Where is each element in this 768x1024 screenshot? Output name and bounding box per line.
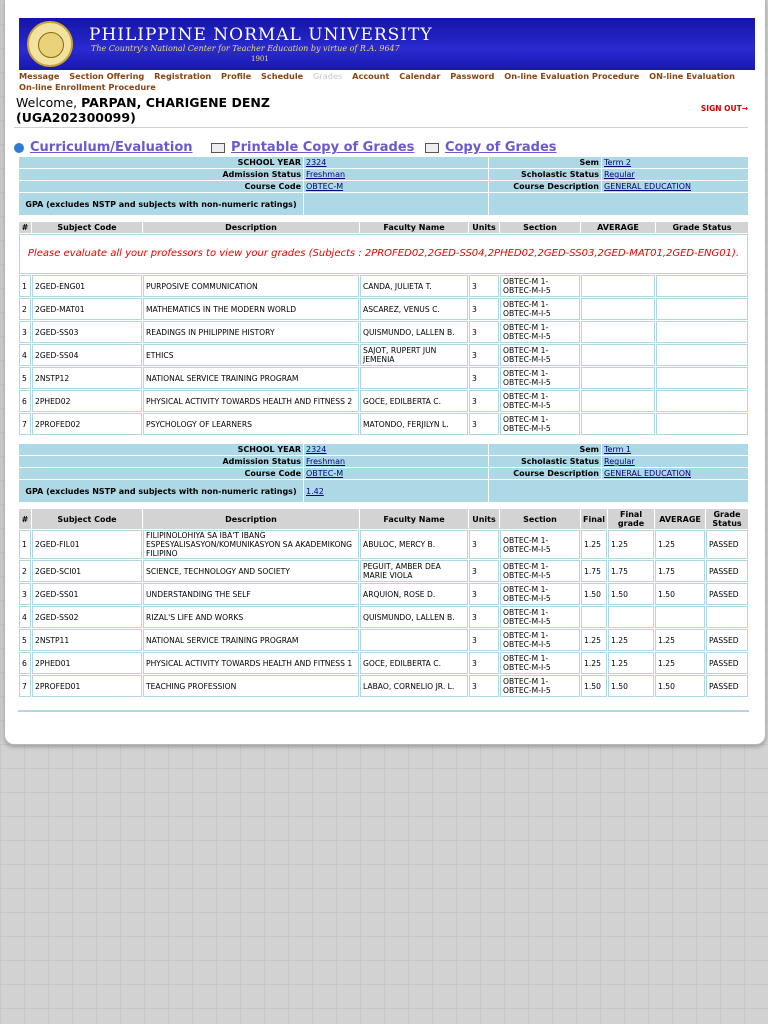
col-average: AVERAGE: [581, 222, 655, 233]
scholastic-status-value[interactable]: Regular: [602, 169, 748, 180]
subject-description: TEACHING PROFESSION: [143, 675, 359, 697]
col-no: #: [19, 222, 31, 233]
units: 3: [469, 560, 499, 582]
section: OBTEC-M 1-OBTEC-M-I-5: [500, 390, 580, 412]
row-number: 4: [19, 344, 31, 366]
final: 1.50: [581, 583, 607, 605]
nav-registration[interactable]: Registration: [154, 71, 212, 81]
col-faculty: Faculty Name: [360, 509, 468, 529]
subject-description: PSYCHOLOGY OF LEARNERS: [143, 413, 359, 435]
grade-status: [656, 390, 748, 412]
grade-status: PASSED: [706, 629, 748, 651]
col-average: AVERAGE: [655, 509, 705, 529]
faculty-name: [360, 367, 468, 389]
section: OBTEC-M 1-OBTEC-M-I-5: [500, 321, 580, 343]
col-faculty: Faculty Name: [360, 222, 468, 233]
units: 3: [469, 390, 499, 412]
row-number: 1: [19, 275, 31, 297]
section: OBTEC-M 1-OBTEC-M-I-5: [500, 629, 580, 651]
subject-description: NATIONAL SERVICE TRAINING PROGRAM: [143, 367, 359, 389]
subject-code: 2PROFED01: [32, 675, 142, 697]
row-number: 4: [19, 606, 31, 628]
grade-status: PASSED: [706, 583, 748, 605]
subject-code: 2GED-SCI01: [32, 560, 142, 582]
col-section: Section: [500, 509, 580, 529]
col-final: Final: [581, 509, 607, 529]
course-description-value[interactable]: GENERAL EDUCATION: [602, 181, 748, 192]
average: [581, 413, 655, 435]
section: OBTEC-M 1-OBTEC-M-I-5: [500, 606, 580, 628]
label-admission-status: Admission Status: [19, 169, 303, 180]
subject-code: 2PROFED02: [32, 413, 142, 435]
gpa-spacer: [489, 193, 748, 215]
row-number: 5: [19, 629, 31, 651]
nav-enrollment-procedure[interactable]: On-line Enrollment Procedure: [19, 82, 156, 92]
average: [581, 390, 655, 412]
label-scholastic-status: Scholastic Status: [489, 169, 601, 180]
school-year-value[interactable]: 2324: [304, 444, 488, 455]
subject-code: 2PHED01: [32, 652, 142, 674]
grade-status: PASSED: [706, 652, 748, 674]
nav-password[interactable]: Password: [450, 71, 495, 81]
col-section: Section: [500, 222, 580, 233]
average: [581, 275, 655, 297]
row-number: 3: [19, 583, 31, 605]
units: 3: [469, 298, 499, 320]
label-gpa: GPA (excludes NSTP and subjects with non-numeric ratings): [19, 193, 303, 215]
faculty-name: GOCE, EDILBERTA C.: [360, 652, 468, 674]
average: [581, 321, 655, 343]
row-number: 3: [19, 321, 31, 343]
units: 3: [469, 530, 499, 559]
grade-status: PASSED: [706, 530, 748, 559]
final-grade: 1.75: [608, 560, 654, 582]
term2-info: [18, 156, 749, 216]
label-admission-status: Admission Status: [19, 456, 303, 467]
average: 1.50: [655, 583, 705, 605]
average: 1.50: [655, 675, 705, 697]
copy-grades-link[interactable]: Copy of Grades: [444, 140, 557, 155]
subject-code: 2PHED02: [32, 390, 142, 412]
course-code-value[interactable]: OBTEC-M: [304, 181, 488, 192]
section: OBTEC-M 1-OBTEC-M-I-5: [500, 560, 580, 582]
label-school-year: SCHOOL YEAR: [19, 157, 303, 168]
student-id: (UGA202300099): [16, 110, 136, 125]
final: 1.50: [581, 675, 607, 697]
faculty-name: LABAO, CORNELIO JR. L.: [360, 675, 468, 697]
section: OBTEC-M 1-OBTEC-M-I-5: [500, 298, 580, 320]
sign-out-label: SIGN OUT: [700, 104, 742, 113]
university-year: 1901: [251, 55, 269, 63]
term1-grades: [18, 508, 749, 698]
col-desc: Description: [143, 222, 359, 233]
average: [581, 298, 655, 320]
subject-code: 2NSTP11: [32, 629, 142, 651]
term2-grades: [18, 221, 749, 436]
label-school-year: SCHOOL YEAR: [19, 444, 303, 455]
grade-status: [656, 367, 748, 389]
faculty-name: CANDA, JULIETA T.: [360, 275, 468, 297]
units: 3: [469, 675, 499, 697]
average: [581, 344, 655, 366]
average: 1.25: [655, 530, 705, 559]
table-row: [19, 629, 748, 651]
units: 3: [469, 275, 499, 297]
subject-code: 2GED-ENG01: [32, 275, 142, 297]
row-number: 1: [19, 530, 31, 559]
subject-description: MATHEMATICS IN THE MODERN WORLD: [143, 298, 359, 320]
final: 1.75: [581, 560, 607, 582]
faculty-name: ASCAREZ, VENUS C.: [360, 298, 468, 320]
grade-status: [656, 321, 748, 343]
curriculum-link[interactable]: Curriculum/Evaluation: [30, 140, 193, 155]
final-grade: 1.25: [608, 530, 654, 559]
table-row: [19, 298, 748, 320]
grade-status: PASSED: [706, 560, 748, 582]
footer-line: [18, 710, 749, 712]
admission-status-value[interactable]: Freshman: [304, 169, 488, 180]
col-final-grade: Final grade: [608, 509, 654, 529]
col-grade-status: Grade Status: [656, 222, 748, 233]
divider: [14, 127, 748, 128]
subject-description: UNDERSTANDING THE SELF: [143, 583, 359, 605]
scholastic-status-value[interactable]: Regular: [602, 456, 748, 467]
course-code-value[interactable]: OBTEC-M: [304, 468, 488, 479]
label-course-description: Course Description: [489, 468, 601, 479]
course-description-value[interactable]: GENERAL EDUCATION: [602, 468, 748, 479]
table-row: [19, 530, 748, 559]
average: [655, 606, 705, 628]
faculty-name: QUISMUNDO, LALLEN B.: [360, 321, 468, 343]
sem-value[interactable]: Term 1: [602, 444, 748, 455]
subject-description: NATIONAL SERVICE TRAINING PROGRAM: [143, 629, 359, 651]
label-gpa: GPA (excludes NSTP and subjects with non-numeric ratings): [19, 480, 303, 502]
col-no: #: [19, 509, 31, 529]
label-course-code: Course Code: [19, 468, 303, 479]
subject-code: 2NSTP12: [32, 367, 142, 389]
table-row: [19, 675, 748, 697]
grade-status: [706, 606, 748, 628]
faculty-name: MATONDO, FERJILYN L.: [360, 413, 468, 435]
subject-description: PHYSICAL ACTIVITY TOWARDS HEALTH AND FITNESS 1: [143, 652, 359, 674]
table-row: [19, 606, 748, 628]
faculty-name: ARQUION, ROSE D.: [360, 583, 468, 605]
subject-description: ETHICS: [143, 344, 359, 366]
final-grade: 1.25: [608, 629, 654, 651]
label-course-code: Course Code: [19, 181, 303, 192]
faculty-name: PEGUIT, AMBER DEA MARIE VIOLA: [360, 560, 468, 582]
faculty-name: [360, 629, 468, 651]
welcome-block: [16, 95, 270, 125]
grade-status: [656, 275, 748, 297]
section: OBTEC-M 1-OBTEC-M-I-5: [500, 583, 580, 605]
student-name: PARPAN, CHARIGENE DENZ: [81, 95, 270, 110]
printer-icon: [425, 143, 439, 153]
final: [581, 606, 607, 628]
average: 1.75: [655, 560, 705, 582]
printer-icon: [211, 143, 225, 153]
sign-out-link[interactable]: SIGN OUT→: [700, 104, 748, 113]
subject-description: READINGS IN PHILIPPINE HISTORY: [143, 321, 359, 343]
subject-code: 2GED-SS03: [32, 321, 142, 343]
sem-value[interactable]: Term 2: [602, 157, 748, 168]
label-sem: Sem: [489, 444, 601, 455]
units: 3: [469, 367, 499, 389]
admission-status-value[interactable]: Freshman: [304, 456, 488, 467]
col-units: Units: [469, 509, 499, 529]
final: 1.25: [581, 629, 607, 651]
row-number: 7: [19, 413, 31, 435]
section: OBTEC-M 1-OBTEC-M-I-5: [500, 413, 580, 435]
section: OBTEC-M 1-OBTEC-M-I-5: [500, 344, 580, 366]
final-grade: 1.50: [608, 583, 654, 605]
nav-schedule[interactable]: Schedule: [261, 71, 304, 81]
section: OBTEC-M 1-OBTEC-M-I-5: [500, 652, 580, 674]
nav-section-offering[interactable]: Section Offering: [69, 71, 145, 81]
nav-grades[interactable]: Grades: [313, 71, 343, 81]
units: 3: [469, 583, 499, 605]
subject-code: 2GED-SS01: [32, 583, 142, 605]
final-grade: 1.50: [608, 675, 654, 697]
label-scholastic-status: Scholastic Status: [489, 456, 601, 467]
university-tagline: The Country's National Center for Teacher Education by virtue of R.A. 9647: [91, 44, 400, 53]
units: 3: [469, 413, 499, 435]
col-subject: Subject Code: [32, 222, 142, 233]
table-row: [19, 560, 748, 582]
subject-code: 2GED-SS04: [32, 344, 142, 366]
subject-description: FILIPINOLOHIYA SA IBA'T IBANG ESPESYALISASYON/KOMUNIKASYON SA AKADEMIKONG FILIPINO: [143, 530, 359, 559]
nav-account[interactable]: Account: [352, 71, 390, 81]
nav-profile[interactable]: Profile: [221, 71, 252, 81]
printable-grades-link[interactable]: Printable Copy of Grades: [231, 140, 415, 155]
grade-status: [656, 344, 748, 366]
label-sem: Sem: [489, 157, 601, 168]
row-number: 5: [19, 367, 31, 389]
nav-calendar[interactable]: Calendar: [399, 71, 441, 81]
units: 3: [469, 321, 499, 343]
row-number: 7: [19, 675, 31, 697]
evaluation-notice: Please evaluate all your professors to view your grades (Subjects : 2PROFED02,2GED-SS04,2PHED02,2GED-SS03,2GED-MAT01,2GED-ENG01).: [19, 234, 748, 274]
col-units: Units: [469, 222, 499, 233]
university-banner: [19, 18, 755, 70]
table-row: [19, 583, 748, 605]
grade-status: [656, 413, 748, 435]
grade-links: [14, 140, 563, 155]
average: 1.25: [655, 629, 705, 651]
final-grade: [608, 606, 654, 628]
grade-status: [656, 298, 748, 320]
term1-info: [18, 443, 749, 503]
faculty-name: QUISMUNDO, LALLEN B.: [360, 606, 468, 628]
average: 1.25: [655, 652, 705, 674]
final-grade: 1.25: [608, 652, 654, 674]
gpa-spacer: [489, 480, 748, 502]
table-row: [19, 344, 748, 366]
table-row: [19, 275, 748, 297]
units: 3: [469, 652, 499, 674]
nav-message[interactable]: Message: [19, 71, 60, 81]
subject-code: 2GED-FIL01: [32, 530, 142, 559]
main-nav: [19, 71, 755, 93]
table-row: [19, 652, 748, 674]
subject-description: RIZAL'S LIFE AND WORKS: [143, 606, 359, 628]
section: OBTEC-M 1-OBTEC-M-I-5: [500, 275, 580, 297]
subject-code: 2GED-MAT01: [32, 298, 142, 320]
row-number: 2: [19, 560, 31, 582]
subject-description: PHYSICAL ACTIVITY TOWARDS HEALTH AND FITNESS 2: [143, 390, 359, 412]
col-desc: Description: [143, 509, 359, 529]
curriculum-icon: [14, 143, 24, 153]
section: OBTEC-M 1-OBTEC-M-I-5: [500, 675, 580, 697]
row-number: 6: [19, 652, 31, 674]
faculty-name: GOCE, EDILBERTA C.: [360, 390, 468, 412]
university-seal-icon: [27, 21, 73, 67]
label-course-description: Course Description: [489, 181, 601, 192]
table-row: [19, 390, 748, 412]
units: 3: [469, 606, 499, 628]
faculty-name: SAJOT, RUPERT JUN JEMENIA: [360, 344, 468, 366]
subject-description: PURPOSIVE COMMUNICATION: [143, 275, 359, 297]
gpa-value[interactable]: 1.42: [304, 480, 488, 502]
section: OBTEC-M 1-OBTEC-M-I-5: [500, 530, 580, 559]
col-subject: Subject Code: [32, 509, 142, 529]
row-number: 2: [19, 298, 31, 320]
col-grade-status: Grade Status: [706, 509, 748, 529]
units: 3: [469, 344, 499, 366]
table-row: [19, 321, 748, 343]
subject-description: SCIENCE, TECHNOLOGY AND SOCIETY: [143, 560, 359, 582]
table-row: [19, 367, 748, 389]
faculty-name: ABULOC, MERCY B.: [360, 530, 468, 559]
average: [581, 367, 655, 389]
units: 3: [469, 629, 499, 651]
row-number: 6: [19, 390, 31, 412]
grade-status: PASSED: [706, 675, 748, 697]
university-name: PHILIPPINE NORMAL UNIVERSITY: [89, 25, 433, 45]
school-year-value[interactable]: 2324: [304, 157, 488, 168]
nav-evaluation-procedure[interactable]: On-line Evaluation Procedure: [504, 71, 640, 81]
subject-code: 2GED-SS02: [32, 606, 142, 628]
welcome-prefix: Welcome,: [16, 95, 78, 110]
table-row: [19, 413, 748, 435]
final: 1.25: [581, 652, 607, 674]
gpa-value: [304, 193, 488, 215]
final: 1.25: [581, 530, 607, 559]
nav-online-evaluation[interactable]: ON-line Evaluation: [649, 71, 736, 81]
section: OBTEC-M 1-OBTEC-M-I-5: [500, 367, 580, 389]
